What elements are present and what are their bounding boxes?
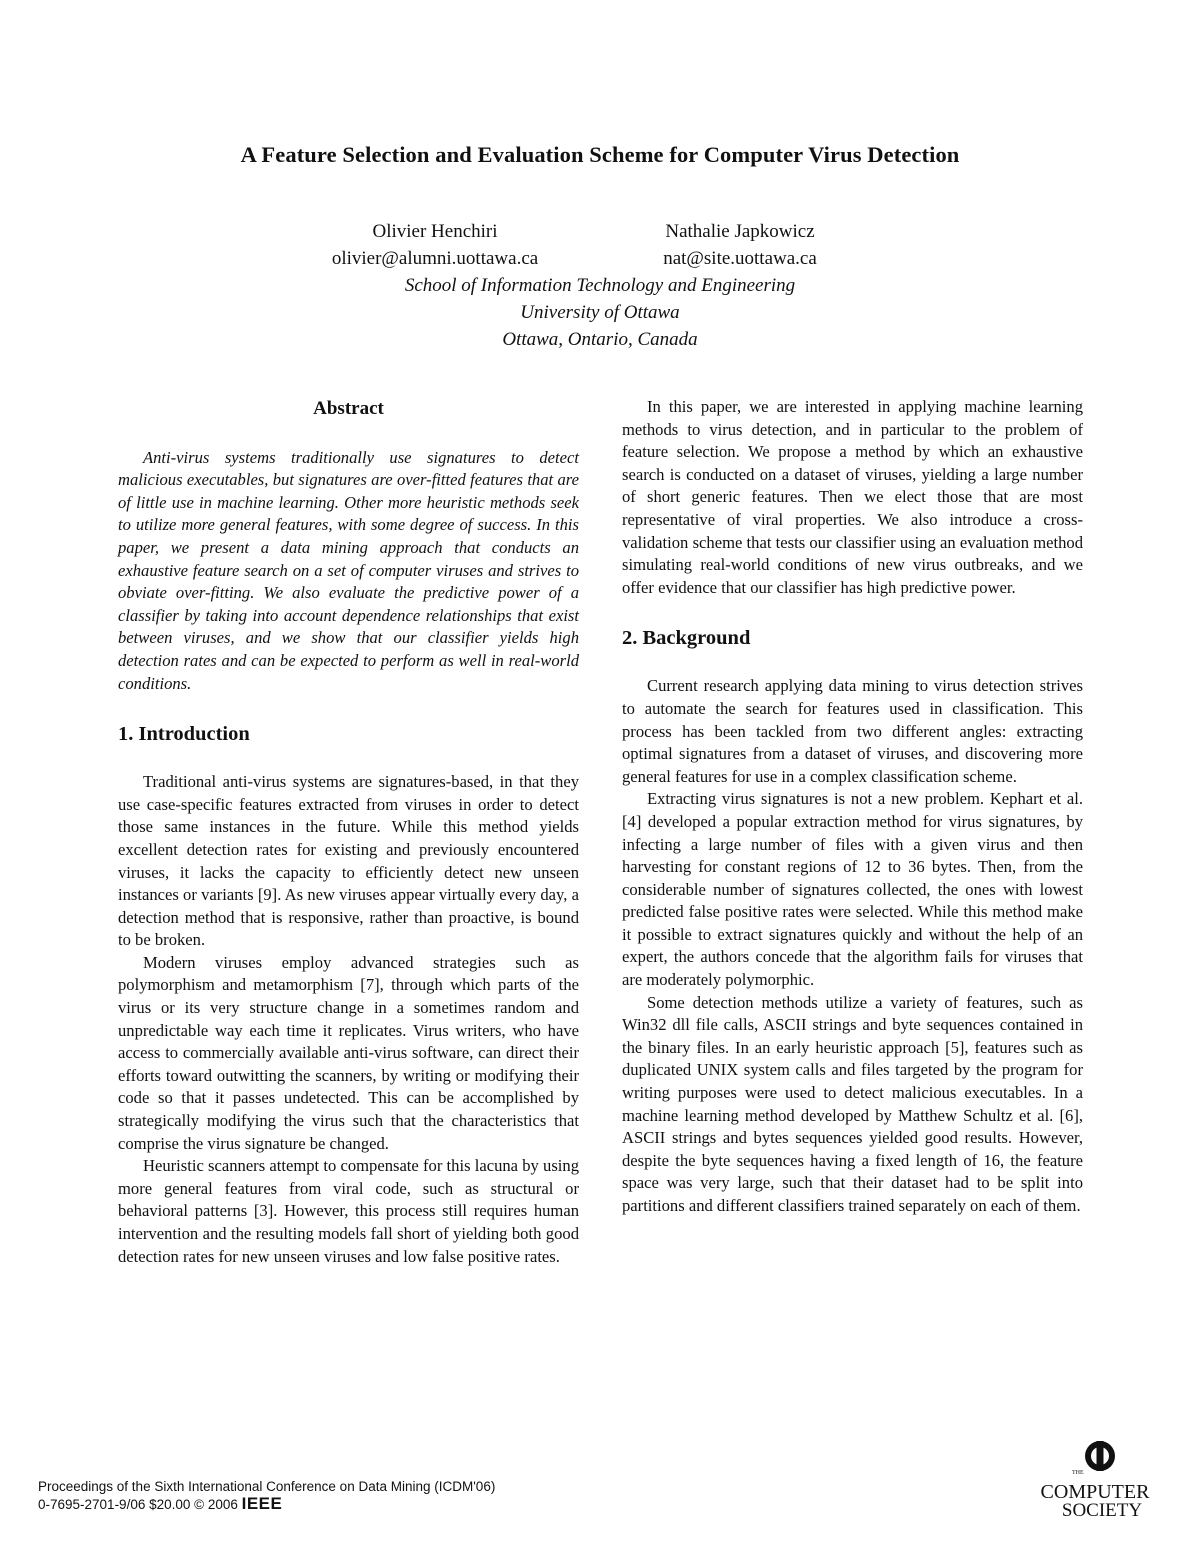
affiliation-school: School of Information Technology and Engineering: [404, 275, 796, 296]
author-email: nat@site.uottawa.ca: [663, 248, 817, 269]
logo-the: THE: [1072, 1470, 1084, 1476]
affiliation: [0, 272, 1200, 353]
author-name: Nathalie Japkowicz: [665, 221, 815, 242]
affiliation-university: University of Ottawa: [520, 302, 680, 323]
left-column: [118, 396, 579, 1268]
logo-computer: COMPUTER: [1040, 1481, 1150, 1503]
footer-line-2: [38, 1495, 495, 1513]
author-name: Olivier Henchiri: [372, 221, 498, 242]
paragraph: Extracting virus signatures is not a new problem. Kephart et al. [4] developed a popular extraction method for virus signatures, by infecting a large number of files with a given virus and then harvesting for constant regions of 12 to 36 bytes. Then, from the considerable number of signatures collected, the ones with lowest predicted false positive rates were selected. While this method make it possible to extract signatures quickly and without the help of an expert, the authors concede that the algorithm fails for viruses that are moderately polymorphic.: [622, 789, 1083, 990]
author-email: olivier@alumni.uottawa.ca: [331, 248, 539, 269]
paper-title: A Feature Selection and Evaluation Scheme for Computer Virus Detection: [240, 142, 960, 167]
paragraph: Traditional anti-virus systems are signatures-based, in that they use case-specific features extracted from viruses in order to detect those same instances in the future. While this method yields excellent detection rates for existing and previously encountered viruses, it lacks the capacity to efficiently detect new unseen instances or variants [9]. As new viruses appear virtually every day, a detection method that is responsive, rather than proactive, is bound to be broken.: [118, 772, 579, 950]
footer-isbn: 0-7695-2701-9/06 $20.00 © 2006: [38, 1497, 238, 1512]
paragraph: Some detection methods utilize a variety of features, such as Win32 dll file calls, ASCII strings and byte sequences contained in the binary files. In an early heuristic approach [5], features such as duplicated UNIX system calls and files targeted by the program for writing purposes were used to detect malicious executables. In a machine learning method developed by Matthew Schultz et al. [6], ASCII strings and bytes sequences yielded good results. However, despite the byte sequences having a fixed length of 16, the feature space was very large, such that their dataset had to be split into partitions and different classifiers trained separately on each of them.: [622, 992, 1083, 1215]
paragraph: Modern viruses employ advanced strategies such as polymorphism and metamorphism [7], through which parts of the virus or its very structure change in a sometimes random and unpredictable way each time it replicates. Virus writers, who have access to commercially available anti-virus software, can direct their efforts toward outwitting the scanners, by writing or modifying their code so that it passes undetected. This can be accomplished by strategically modifying the virus such that the characteristics that comprise the virus signature be changed.: [118, 952, 579, 1153]
logo-society: SOCIETY: [1061, 1500, 1143, 1521]
author-2: [595, 218, 885, 272]
footer-line-1: Proceedings of the Sixth International Conference on Data Mining (ICDM'06): [38, 1479, 496, 1494]
proceedings-footer: [38, 1478, 495, 1513]
paragraph: Current research applying data mining to virus detection strives to automate the search for features used in classification. This process has been tackled from two different angles: extracting optimal signatures from a dataset of viruses, and discovering more general features for use in a complex classification scheme.: [622, 676, 1083, 786]
section-heading-introduction: 1. Introduction: [118, 723, 250, 746]
section-heading-background: 2. Background: [622, 627, 751, 650]
abstract-body: Anti-virus systems traditionally use signatures to detect malicious executables, but signatures are over-fitted features that are of little use in machine learning. Other more heuristic methods seek to utilize more general features, with some degree of success. In this paper, we present a data mining approach that conducts an exhaustive feature search on a set of computer viruses and strives to obviate over-fitting. We also evaluate the predictive power of a classifier by taking into account dependence relationships that exist between viruses, and we show that our classifier yields high detection rates and can be expected to perform as well in real-world conditions.: [118, 447, 579, 693]
paragraph: In this paper, we are interested in applying machine learning methods to virus detection, and in particular to the problem of feature selection. We propose a method by which an exhaustive search is conducted on a dataset of viruses, yielding a large number of short generic features. Then we elect those that are most representative of viral properties. We also introduce a cross-validation scheme that tests our classifier using an evaluation method simulating real-world conditions of new virus outbreaks, and we offer evidence that our classifier has high predictive power.: [622, 397, 1083, 597]
right-column: [622, 396, 1083, 1218]
computer-society-logo: [1030, 1436, 1160, 1536]
paragraph: Heuristic scanners attempt to compensate for this lacuna by using more general features from viral code, such as structural or behavioral patterns [3]. However, this process still requires human intervention and the resulting models fall short of yielding both good detection rates for new unseen viruses and low false positive rates.: [118, 1156, 579, 1266]
affiliation-location: Ottawa, Ontario, Canada: [502, 329, 698, 350]
ieee-label: IEEE: [241, 1494, 283, 1513]
author-1: [290, 218, 580, 272]
abstract-heading: Abstract: [313, 398, 384, 419]
